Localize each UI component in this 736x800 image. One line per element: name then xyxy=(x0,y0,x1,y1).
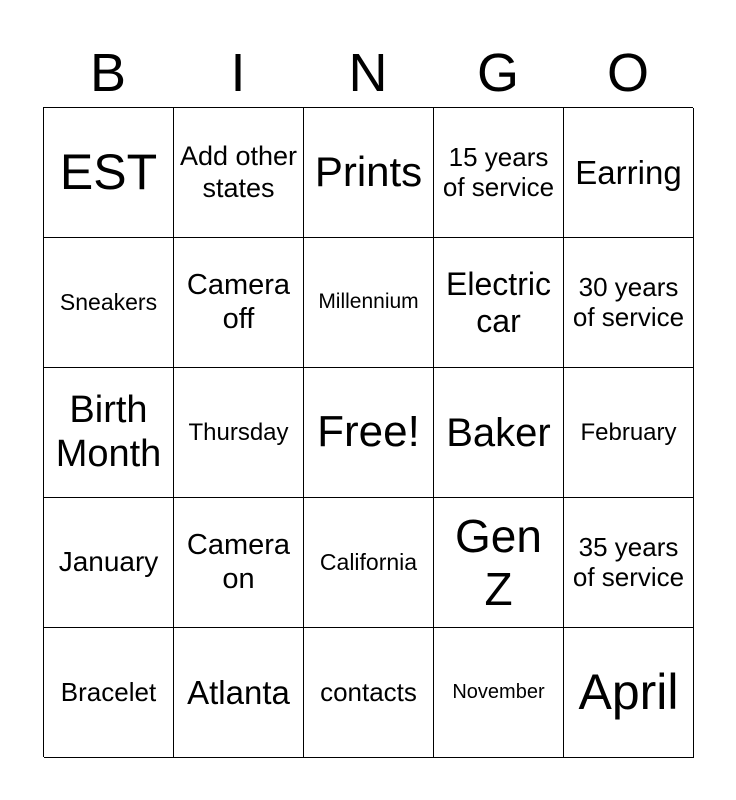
header-letter-n: N xyxy=(348,43,388,103)
bingo-cell[interactable]: Camera off xyxy=(174,238,304,368)
bingo-cell[interactable]: Camera on xyxy=(174,498,304,628)
bingo-cell[interactable]: EST xyxy=(44,108,174,238)
bingo-cell[interactable]: November xyxy=(434,628,564,758)
bingo-cell[interactable]: January xyxy=(44,498,174,628)
bingo-cell[interactable]: Add other states xyxy=(174,108,304,238)
bingo-cell[interactable]: 35 years of service xyxy=(564,498,694,628)
bingo-cell[interactable]: Atlanta xyxy=(174,628,304,758)
bingo-cell[interactable]: Birth Month xyxy=(44,368,174,498)
bingo-cell[interactable]: Millennium xyxy=(304,238,434,368)
bingo-cell[interactable]: Sneakers xyxy=(44,238,174,368)
bingo-cell[interactable]: California xyxy=(304,498,434,628)
header-letter-g: G xyxy=(476,43,519,103)
bingo-cell[interactable]: Gen Z xyxy=(434,498,564,628)
bingo-header xyxy=(43,40,693,106)
bingo-cell[interactable]: Prints xyxy=(304,108,434,238)
header-letter-b: B xyxy=(89,43,127,103)
bingo-cell[interactable]: February xyxy=(564,368,694,498)
bingo-cell[interactable]: Earring xyxy=(564,108,694,238)
free-space-cell[interactable]: Free! xyxy=(304,368,434,498)
bingo-cell[interactable]: Baker xyxy=(434,368,564,498)
bingo-cell[interactable]: Electric car xyxy=(434,238,564,368)
bingo-cell[interactable]: April xyxy=(564,628,694,758)
bingo-cell[interactable]: contacts xyxy=(304,628,434,758)
bingo-board xyxy=(43,107,693,757)
header-letter-o: O xyxy=(606,43,649,103)
bingo-cell[interactable]: Thursday xyxy=(174,368,304,498)
bingo-cell[interactable]: 30 years of service xyxy=(564,238,694,368)
bingo-cell[interactable]: 15 years of service xyxy=(434,108,564,238)
bingo-cell[interactable]: Bracelet xyxy=(44,628,174,758)
header-letter-i: I xyxy=(230,43,246,103)
